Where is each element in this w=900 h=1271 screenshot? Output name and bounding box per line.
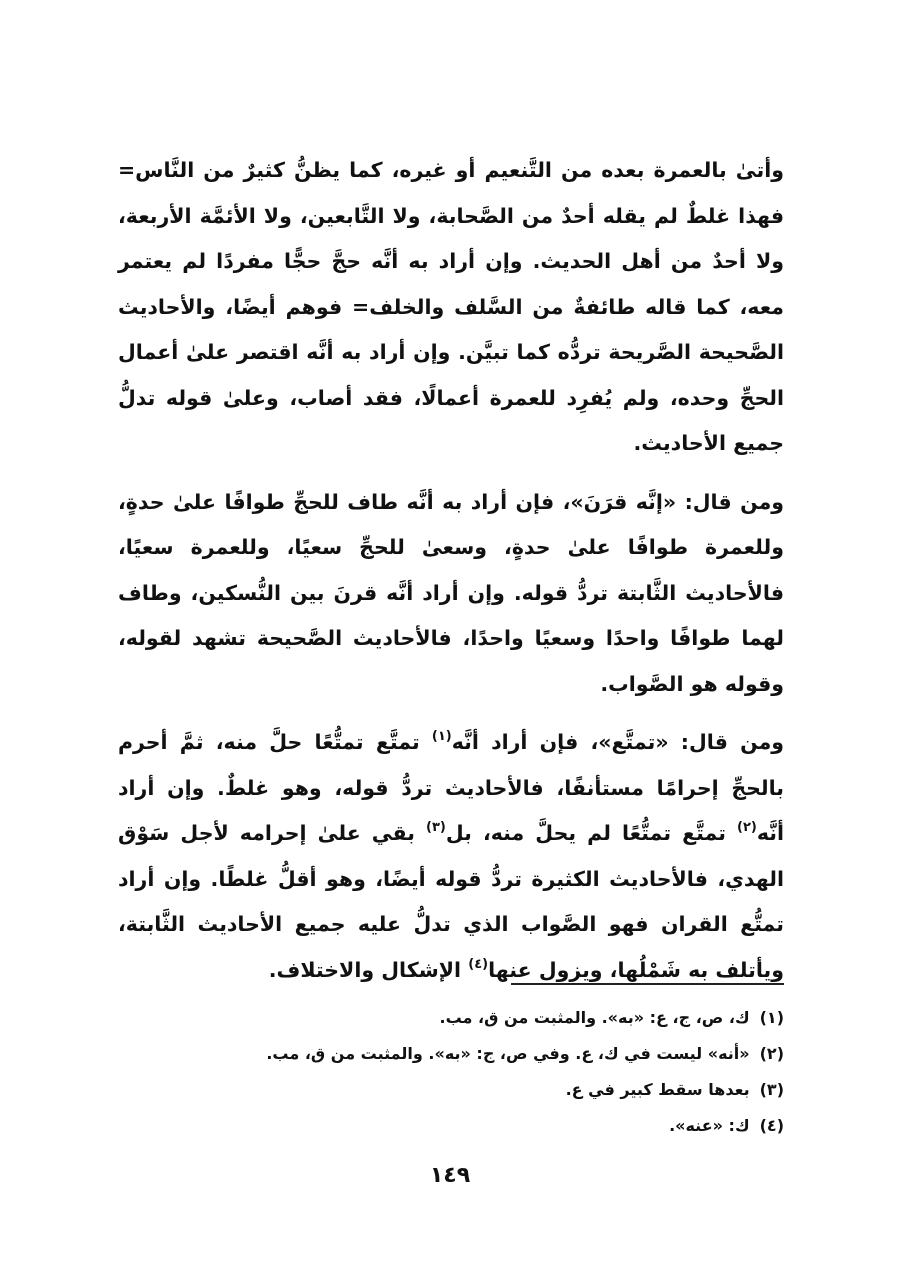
- footnote-text: بعدها سقط كبير في ع.: [565, 1080, 750, 1099]
- footnote-text: ك، ص، ج، ع: «به». والمثبت من ق، مب.: [439, 1008, 750, 1027]
- footnote-3: [118, 1072, 784, 1108]
- paragraph-3: [118, 720, 784, 993]
- page-number: ١٤٩: [429, 1163, 471, 1188]
- footnote-number: (٤): [759, 1116, 784, 1135]
- paragraph-3-part-1: ومن قال: «تمتَّع»، فإن أراد أنَّه: [451, 730, 784, 754]
- footnote-4: [118, 1108, 784, 1144]
- paragraph-3-part-4: بقي علىٰ إحرامه لأجل سَوْق الهدي، فالأحاديث الكثيرة تردُّ قوله أيضًا، وهو أقلُّ غلطًا. وإن أراد تمتُّع القران فهو الصَّواب الذي تدلُّ عليه جميع الأحاديث الثَّابتة، ويأتلف به شَمْلُها، ويزول عنها: [118, 821, 784, 982]
- paragraph-3-part-3: تمتَّع تمتُّعًا لم يحلَّ منه، بل: [445, 821, 737, 845]
- footnote-1: [118, 1000, 784, 1036]
- footnote-number: (٢): [759, 1044, 784, 1063]
- footnote-2: [118, 1036, 784, 1072]
- footnote-marker-3[interactable]: (٣): [426, 820, 446, 835]
- paragraph-3-part-2: تمتَّع تمتُّعًا حلَّ منه، ثمَّ أحرم بالحجِّ إحرامًا مستأنفًا، فالأحاديث تردُّ قوله، وهو غلطٌ. وإن أراد أنَّه: [118, 730, 785, 845]
- paragraph-1: وأتىٰ بالعمرة بعده من التَّنعيم أو غيره، كما يظنُّ كثيرٌ من النَّاس= فهذا غلطٌ لم يقله أحدٌ من الصَّحابة، ولا التَّابعين، ولا الأئمَّة الأربعة، ولا أحدٌ من أهل الحديث. وإن أراد به أنَّه حجَّ حجًّا مفردًا لم يعتمر معه، كما قاله طائفةٌ من السَّلف والخلف= فوهم أيضًا، والأحاديث الصَّحيحة الصَّريحة تردُّه كما تبيَّن. وإن أراد به أنَّه اقتصر علىٰ أعمال الحجِّ وحده، ولم يُفرِد للعمرة أعمالًا، فقد أصاب، وعلىٰ قوله تدلُّ جميع الأحاديث.: [118, 158, 784, 455]
- main-text: [118, 148, 784, 993]
- footnote-number: (١): [759, 1008, 784, 1027]
- paragraph-2: ومن قال: «إنَّه قرَنَ»، فإن أراد به أنَّه طاف للحجِّ طوافًا علىٰ حدةٍ، وللعمرة طوافًا علىٰ حدةٍ، وسعىٰ للحجِّ سعيًا، وللعمرة سعيًا، فالأحاديث الثَّابتة تردُّ قوله. وإن أراد أنَّه قرنَ بين النُّسكين، وطاف لهما طوافًا واحدًا وسعيًا واحدًا، فالأحاديث الصَّحيحة تشهد لقوله، وقوله هو الصَّواب.: [118, 489, 784, 696]
- footnote-marker-2[interactable]: (٢): [737, 820, 757, 835]
- footnote-number: (٣): [759, 1080, 784, 1099]
- footnote-marker-1[interactable]: (١): [431, 729, 452, 744]
- footnote-text: «أنه» ليست في ك، ع. وفي ص، ج: «به». والمثبت من ق، مب.: [266, 1044, 750, 1063]
- footnotes: [118, 1000, 784, 1144]
- paragraph-3-part-5: الإشكال والاختلاف.: [268, 957, 469, 982]
- footnote-marker-4[interactable]: (٤): [468, 956, 489, 972]
- footnote-divider: [511, 983, 784, 985]
- footnote-text: ك: «عنه».: [669, 1116, 750, 1135]
